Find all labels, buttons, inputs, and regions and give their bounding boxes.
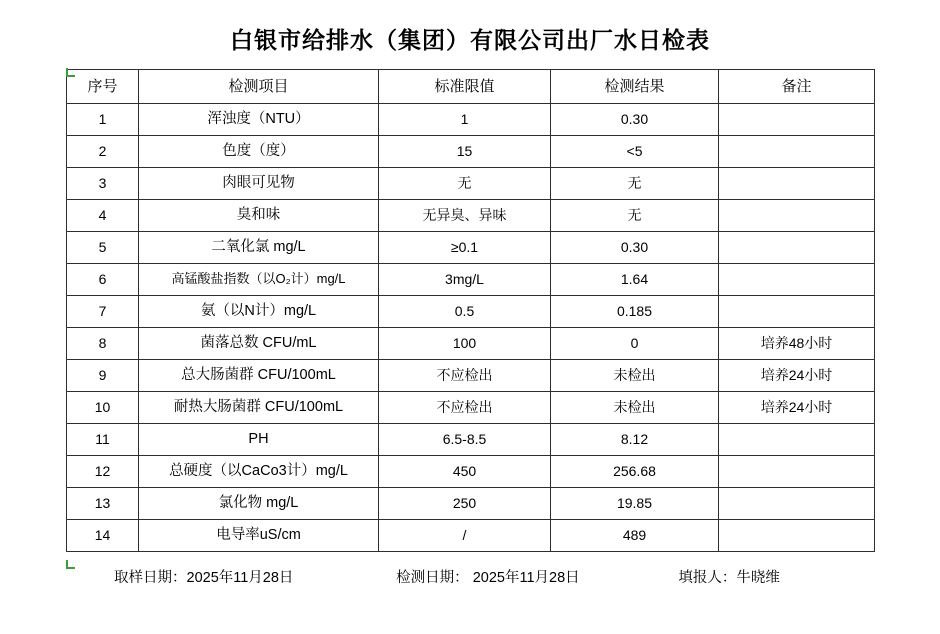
cell-item: 臭和味 bbox=[139, 200, 379, 232]
cell-note bbox=[719, 232, 875, 264]
cell-result: 未检出 bbox=[551, 392, 719, 424]
cell-note bbox=[719, 264, 875, 296]
cell-item: PH bbox=[139, 424, 379, 456]
cell-note bbox=[719, 200, 875, 232]
table-row bbox=[67, 520, 875, 552]
table-row bbox=[67, 104, 875, 136]
cell-result: 0 bbox=[551, 328, 719, 360]
table-row bbox=[67, 168, 875, 200]
cell-no: 4 bbox=[67, 200, 139, 232]
cell-result: 489 bbox=[551, 520, 719, 552]
cell-std: 无异臭、异味 bbox=[379, 200, 551, 232]
footer-row bbox=[0, 566, 940, 587]
table-body bbox=[67, 104, 875, 552]
table-row bbox=[67, 136, 875, 168]
cell-item: 菌落总数 CFU/mL bbox=[139, 328, 379, 360]
cell-std: 15 bbox=[379, 136, 551, 168]
selection-corner-marker-top bbox=[66, 68, 75, 77]
cell-no: 8 bbox=[67, 328, 139, 360]
cell-note bbox=[719, 104, 875, 136]
column-header-item: 检测项目 bbox=[139, 70, 379, 104]
cell-result: 0.185 bbox=[551, 296, 719, 328]
cell-result: 1.64 bbox=[551, 264, 719, 296]
cell-std: 无 bbox=[379, 168, 551, 200]
column-header-no: 序号 bbox=[67, 70, 139, 104]
cell-note bbox=[719, 488, 875, 520]
cell-no: 11 bbox=[67, 424, 139, 456]
cell-std: ≥0.1 bbox=[379, 232, 551, 264]
table-row bbox=[67, 424, 875, 456]
cell-item: 总大肠菌群 CFU/100mL bbox=[139, 360, 379, 392]
cell-note bbox=[719, 296, 875, 328]
water-quality-table bbox=[66, 69, 875, 552]
table-header-row bbox=[67, 70, 875, 104]
cell-std: 0.5 bbox=[379, 296, 551, 328]
table-row bbox=[67, 232, 875, 264]
column-header-result: 检测结果 bbox=[551, 70, 719, 104]
cell-no: 5 bbox=[67, 232, 139, 264]
cell-no: 12 bbox=[67, 456, 139, 488]
cell-item: 耐热大肠菌群 CFU/100mL bbox=[139, 392, 379, 424]
sample-date-label: 取样日期：2025年11月28日 bbox=[114, 570, 294, 586]
cell-std: / bbox=[379, 520, 551, 552]
table-header bbox=[67, 70, 875, 104]
cell-note bbox=[719, 168, 875, 200]
cell-std: 100 bbox=[379, 328, 551, 360]
cell-result: <5 bbox=[551, 136, 719, 168]
cell-note bbox=[719, 520, 875, 552]
page-title: 白银市给排水（集团）有限公司出厂水日检表 bbox=[230, 28, 710, 53]
cell-note bbox=[719, 424, 875, 456]
table-row bbox=[67, 200, 875, 232]
cell-result: 无 bbox=[551, 200, 719, 232]
cell-item: 浑浊度（NTU） bbox=[139, 104, 379, 136]
cell-std: 250 bbox=[379, 488, 551, 520]
table-row bbox=[67, 488, 875, 520]
selection-corner-marker-bottom bbox=[66, 560, 75, 569]
cell-std: 450 bbox=[379, 456, 551, 488]
table-row bbox=[67, 264, 875, 296]
cell-no: 14 bbox=[67, 520, 139, 552]
cell-result: 未检出 bbox=[551, 360, 719, 392]
cell-no: 1 bbox=[67, 104, 139, 136]
cell-no: 10 bbox=[67, 392, 139, 424]
cell-no: 3 bbox=[67, 168, 139, 200]
table-row bbox=[67, 456, 875, 488]
cell-item: 高锰酸盐指数（以O₂计）mg/L bbox=[139, 264, 379, 296]
cell-result: 0.30 bbox=[551, 232, 719, 264]
table-row bbox=[67, 328, 875, 360]
cell-item: 二氧化氯 mg/L bbox=[139, 232, 379, 264]
cell-std: 不应检出 bbox=[379, 392, 551, 424]
test-date-label: 检测日期： 2025年11月28日 bbox=[396, 570, 580, 586]
cell-item: 总硬度（以CaCo3计）mg/L bbox=[139, 456, 379, 488]
report-table-wrapper bbox=[0, 69, 940, 552]
cell-no: 13 bbox=[67, 488, 139, 520]
cell-note: 培养24小时 bbox=[719, 392, 875, 424]
cell-note bbox=[719, 136, 875, 168]
cell-item: 肉眼可见物 bbox=[139, 168, 379, 200]
column-header-std: 标准限值 bbox=[379, 70, 551, 104]
table-row bbox=[67, 296, 875, 328]
cell-note bbox=[719, 456, 875, 488]
cell-result: 8.12 bbox=[551, 424, 719, 456]
cell-item: 电导率uS/cm bbox=[139, 520, 379, 552]
column-header-note: 备注 bbox=[719, 70, 875, 104]
cell-std: 1 bbox=[379, 104, 551, 136]
cell-item: 色度（度） bbox=[139, 136, 379, 168]
cell-no: 2 bbox=[67, 136, 139, 168]
cell-result: 0.30 bbox=[551, 104, 719, 136]
reporter-label: 填报人：牛晓维 bbox=[678, 570, 780, 586]
cell-item: 氯化物 mg/L bbox=[139, 488, 379, 520]
cell-result: 256.68 bbox=[551, 456, 719, 488]
cell-std: 3mg/L bbox=[379, 264, 551, 296]
cell-std: 不应检出 bbox=[379, 360, 551, 392]
cell-result: 无 bbox=[551, 168, 719, 200]
table-row bbox=[67, 392, 875, 424]
cell-note: 培养48小时 bbox=[719, 328, 875, 360]
table-row bbox=[67, 360, 875, 392]
cell-no: 6 bbox=[67, 264, 139, 296]
cell-no: 9 bbox=[67, 360, 139, 392]
cell-note: 培养24小时 bbox=[719, 360, 875, 392]
cell-item: 氨（以N计）mg/L bbox=[139, 296, 379, 328]
cell-no: 7 bbox=[67, 296, 139, 328]
cell-result: 19.85 bbox=[551, 488, 719, 520]
cell-std: 6.5-8.5 bbox=[379, 424, 551, 456]
